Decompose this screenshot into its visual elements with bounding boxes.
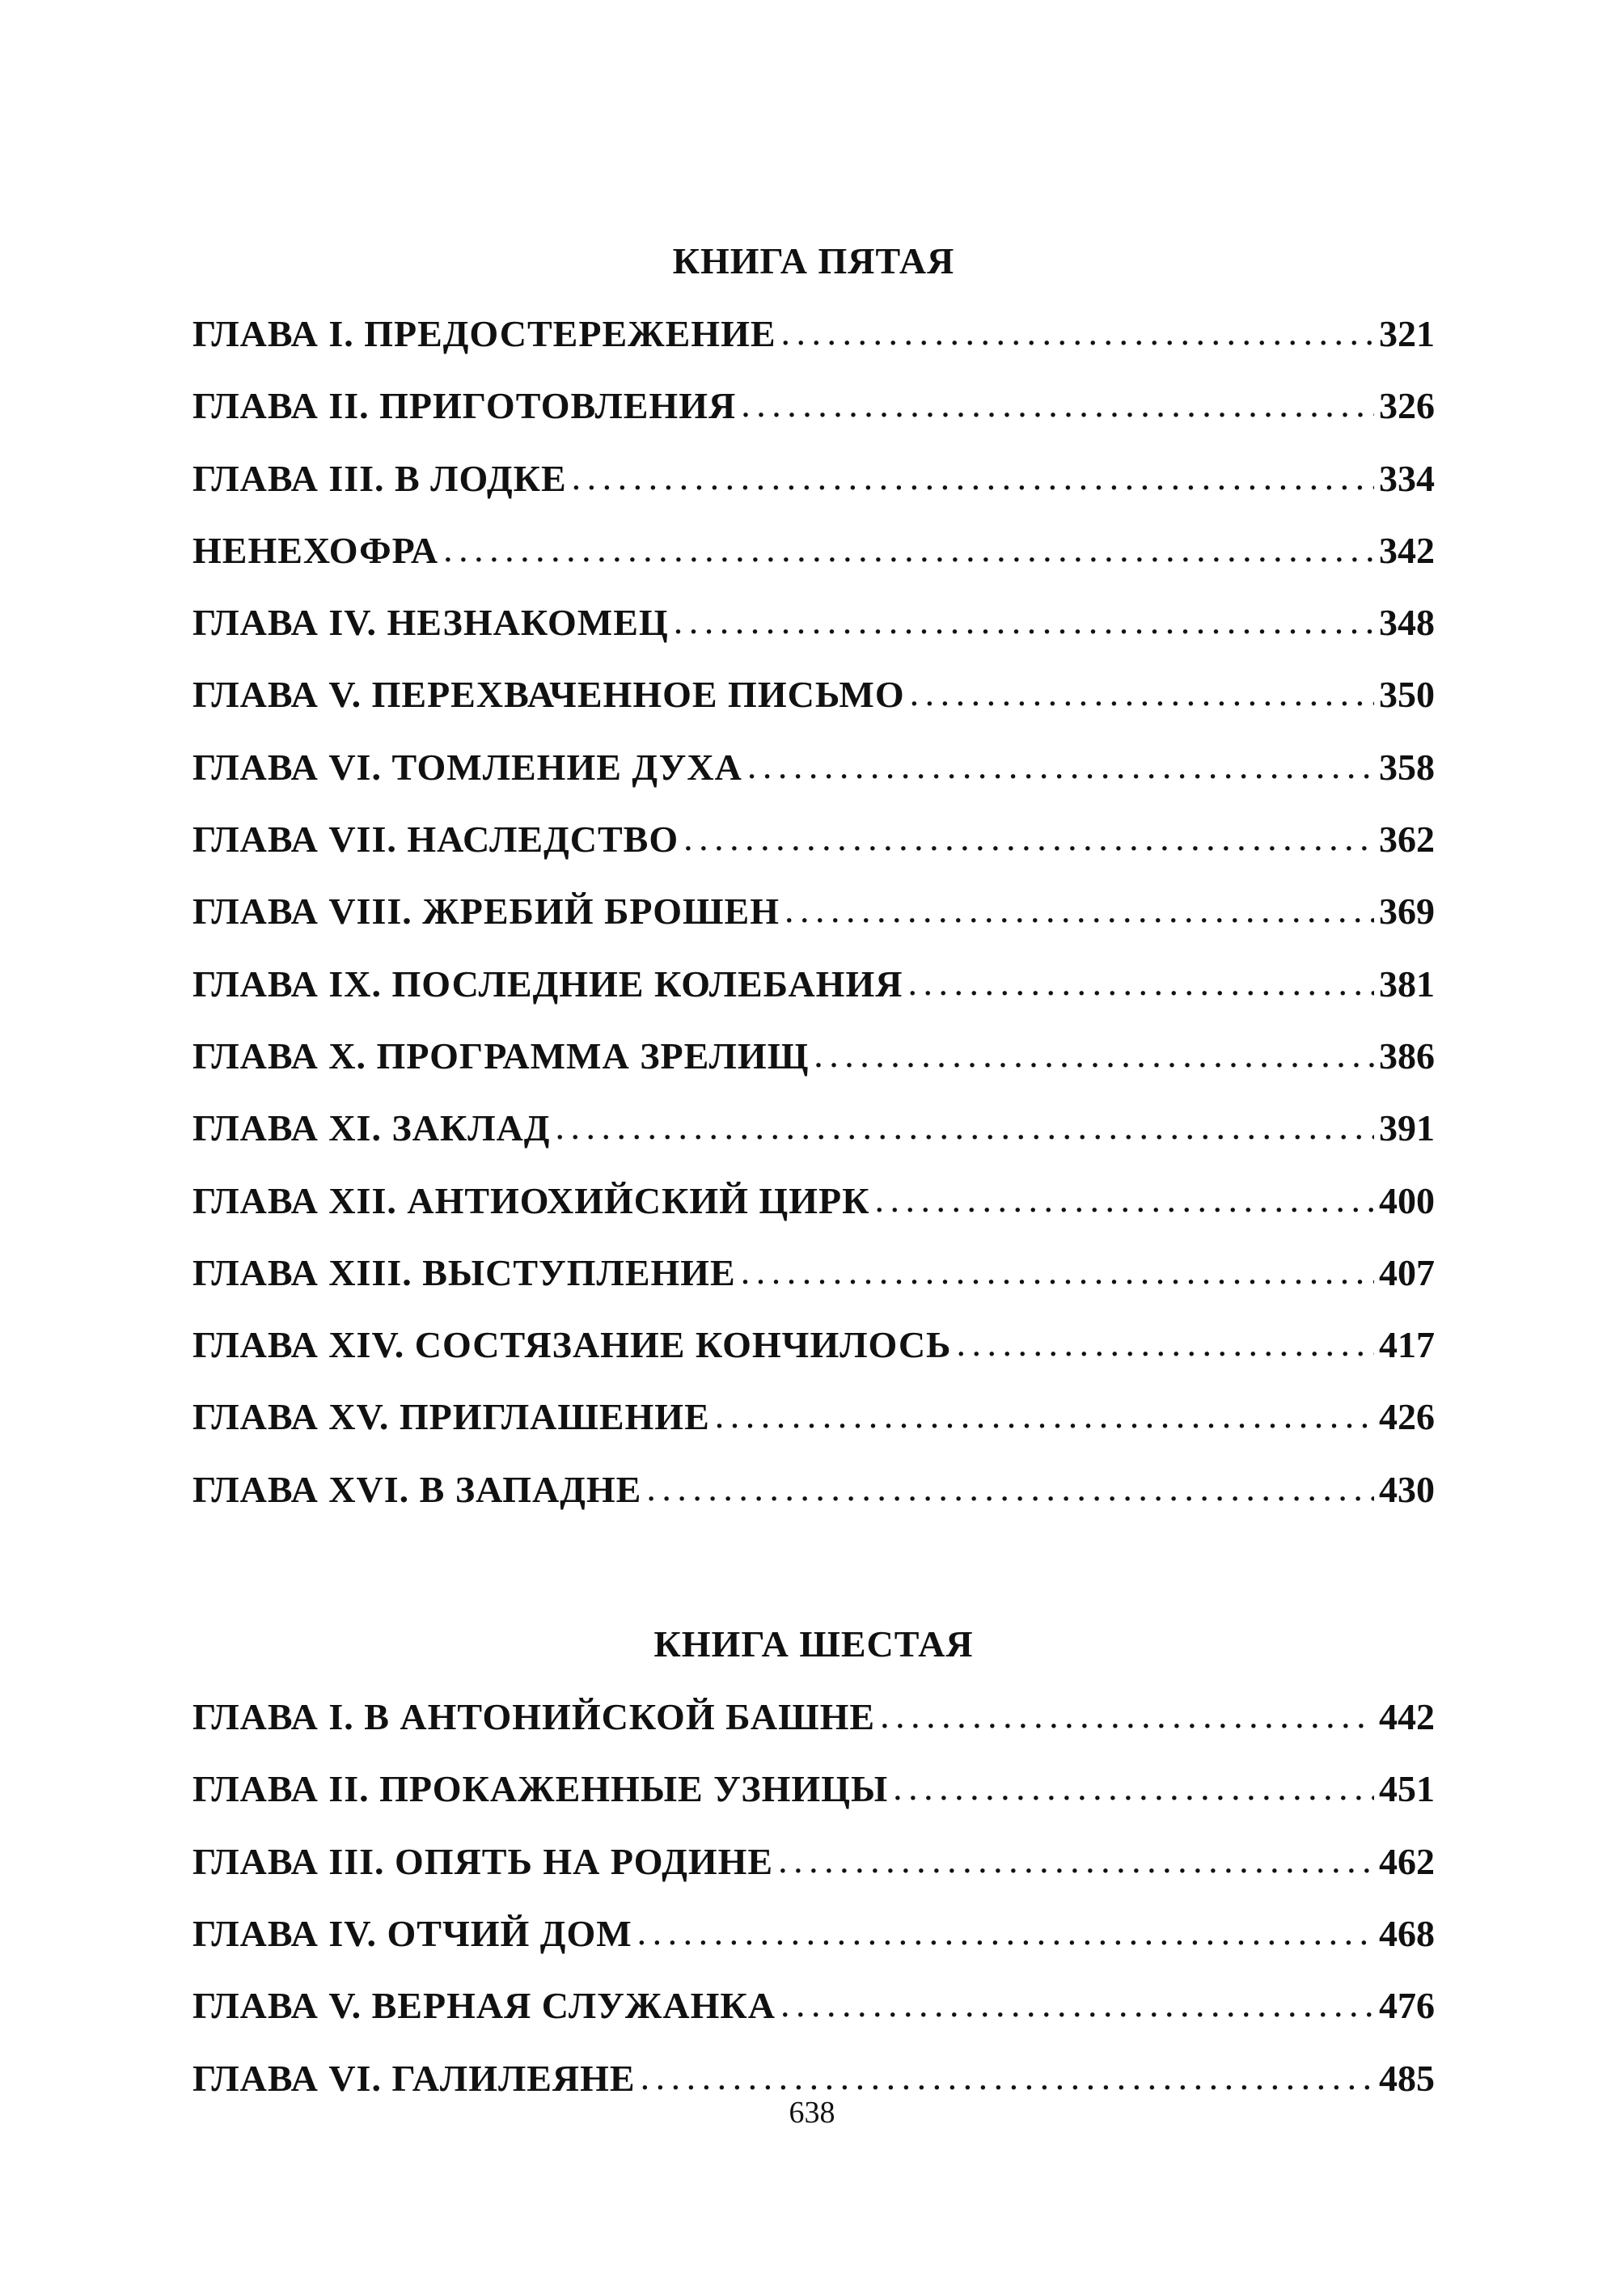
toc-entry-title: ГЛАВА I. ПРЕДОСТЕРЕЖЕНИЕ xyxy=(192,313,776,354)
toc-entry-title: ГЛАВА XIV. СОСТЯЗАНИЕ КОНЧИЛОСЬ xyxy=(192,1324,952,1366)
toc-entry-title: НЕНЕХОФРА xyxy=(192,529,439,571)
dot-leader xyxy=(637,1896,1374,1968)
toc-entry-page-number: 381 xyxy=(1379,962,1435,1005)
toc-entry xyxy=(192,1309,1435,1381)
dot-leader xyxy=(880,1679,1374,1751)
dot-leader xyxy=(874,1163,1374,1235)
toc-entry xyxy=(192,1681,1435,1753)
dot-leader xyxy=(956,1307,1374,1379)
toc-entry-page-number: 326 xyxy=(1379,385,1435,427)
toc-entry xyxy=(192,875,1435,947)
dot-leader xyxy=(780,1968,1374,2040)
toc-entry-page-number: 391 xyxy=(1379,1107,1435,1149)
toc-entry-title: ГЛАВА IV. ОТЧИЙ ДОМ xyxy=(192,1912,632,1954)
toc-entry-page-number: 358 xyxy=(1379,746,1435,788)
dot-leader xyxy=(785,874,1374,946)
toc-entry-page-number: 321 xyxy=(1379,313,1435,354)
toc-section-book-five xyxy=(192,225,1435,1525)
toc-entry xyxy=(192,803,1435,875)
toc-entry-title: ГЛАВА X. ПРОГРАММА ЗРЕЛИЩ xyxy=(192,1034,810,1077)
dot-leader xyxy=(814,1018,1374,1090)
toc-entry-title: ГЛАВА VII. НАСЛЕДСТВО xyxy=(192,819,679,861)
toc-entry xyxy=(192,658,1435,730)
dot-leader xyxy=(781,296,1374,368)
toc-entry-page-number: 442 xyxy=(1379,1696,1435,1738)
toc-entry xyxy=(192,442,1435,514)
toc-entries xyxy=(192,1681,1435,2114)
toc-entry-title: ГЛАВА XIII. ВЫСТУПЛЕНИЕ xyxy=(192,1251,736,1293)
toc-entry-page-number: 426 xyxy=(1379,1396,1435,1438)
toc-entry xyxy=(192,1237,1435,1309)
toc-entry-page-number: 476 xyxy=(1379,1985,1435,2027)
page-number: 638 xyxy=(789,2096,835,2130)
toc-entry-title: ГЛАВА V. ПЕРЕХВАЧЕННОЕ ПИСЬМО xyxy=(192,674,905,716)
toc-entry-page-number: 485 xyxy=(1379,2057,1435,2099)
toc-entry xyxy=(192,1753,1435,1825)
toc-entry xyxy=(192,586,1435,658)
toc-entry xyxy=(192,1092,1435,1164)
dot-leader xyxy=(747,730,1374,802)
toc-entry-page-number: 362 xyxy=(1379,819,1435,861)
toc-entry-title: ГЛАВА XII. АНТИОХИЙСКИЙ ЦИРК xyxy=(192,1179,870,1221)
toc-entry-title: ГЛАВА III. В ЛОДКЕ xyxy=(192,457,567,499)
toc-entry-page-number: 386 xyxy=(1379,1034,1435,1077)
toc-entry-page-number: 334 xyxy=(1379,457,1435,499)
toc-entry xyxy=(192,1897,1435,1969)
toc-entry xyxy=(192,1826,1435,1897)
dot-leader xyxy=(910,657,1374,729)
toc-entry xyxy=(192,1969,1435,2041)
toc-entry-title: ГЛАВА VIII. ЖРЕБИЙ БРОШЕН xyxy=(192,891,780,933)
toc-entry-page-number: 407 xyxy=(1379,1251,1435,1293)
dot-leader xyxy=(443,513,1374,585)
toc-section-book-six xyxy=(192,1608,1435,2114)
dot-leader xyxy=(674,585,1374,657)
dot-leader xyxy=(555,1090,1374,1162)
toc-entry xyxy=(192,1453,1435,1525)
section-heading: КНИГА ПЯТАЯ xyxy=(672,240,955,281)
toc-entry xyxy=(192,1381,1435,1453)
toc-entry-title: ГЛАВА V. ВЕРНАЯ СЛУЖАНКА xyxy=(192,1985,776,2027)
dot-leader xyxy=(683,802,1374,874)
toc-entry-title: ГЛАВА IX. ПОСЛЕДНИЕ КОЛЕБАНИЯ xyxy=(192,962,903,1005)
toc-entry-page-number: 400 xyxy=(1379,1179,1435,1221)
toc-entry-title: ГЛАВА I. В АНТОНИЙСКОЙ БАШНЕ xyxy=(192,1696,876,1738)
dot-leader xyxy=(646,1452,1374,1524)
toc-entry-title: ГЛАВА XV. ПРИГЛАШЕНИЕ xyxy=(192,1396,710,1438)
toc-entry-page-number: 451 xyxy=(1379,1768,1435,1810)
dot-leader xyxy=(572,441,1374,513)
toc-entry-title: ГЛАВА II. ПРИГОТОВЛЕНИЯ xyxy=(192,385,737,427)
toc-entry-title: ГЛАВА XI. ЗАКЛАД xyxy=(192,1107,551,1149)
toc-entry-page-number: 342 xyxy=(1379,529,1435,571)
dot-leader xyxy=(907,946,1374,1018)
toc-entry xyxy=(192,731,1435,803)
toc-entry xyxy=(192,1020,1435,1092)
toc-entries xyxy=(192,298,1435,1525)
toc-entry-title: ГЛАВА III. ОПЯТЬ НА РОДИНЕ xyxy=(192,1840,774,1882)
toc-entry-page-number: 417 xyxy=(1379,1324,1435,1366)
toc-entry xyxy=(192,948,1435,1020)
toc-entry-title: ГЛАВА XVI. В ЗАПАДНЕ xyxy=(192,1468,642,1510)
dot-leader xyxy=(741,1235,1374,1307)
toc-entry-page-number: 430 xyxy=(1379,1468,1435,1510)
toc-entry-title: ГЛАВА VI. ГАЛИЛЕЯНЕ xyxy=(192,2057,636,2099)
section-heading: КНИГА ШЕСТАЯ xyxy=(653,1623,974,1665)
dot-leader xyxy=(715,1379,1374,1451)
toc-entry-title: ГЛАВА VI. ТОМЛЕНИЕ ДУХА xyxy=(192,746,742,788)
toc-entry-page-number: 462 xyxy=(1379,1840,1435,1882)
toc-entry xyxy=(192,1165,1435,1237)
toc-entry-page-number: 350 xyxy=(1379,674,1435,716)
toc-entry-page-number: 468 xyxy=(1379,1912,1435,1954)
toc-entry-title: ГЛАВА IV. НЕЗНАКОМЕЦ xyxy=(192,602,669,644)
toc-entry-title: ГЛАВА II. ПРОКАЖЕННЫЕ УЗНИЦЫ xyxy=(192,1768,889,1810)
table-of-contents xyxy=(192,225,1435,2114)
toc-entry xyxy=(192,514,1435,586)
toc-entry-page-number: 348 xyxy=(1379,602,1435,644)
toc-entry xyxy=(192,370,1435,442)
toc-entry xyxy=(192,298,1435,370)
toc-entry-page-number: 369 xyxy=(1379,891,1435,933)
dot-leader xyxy=(741,368,1374,440)
dot-leader xyxy=(893,1751,1374,1823)
dot-leader xyxy=(778,1824,1374,1896)
